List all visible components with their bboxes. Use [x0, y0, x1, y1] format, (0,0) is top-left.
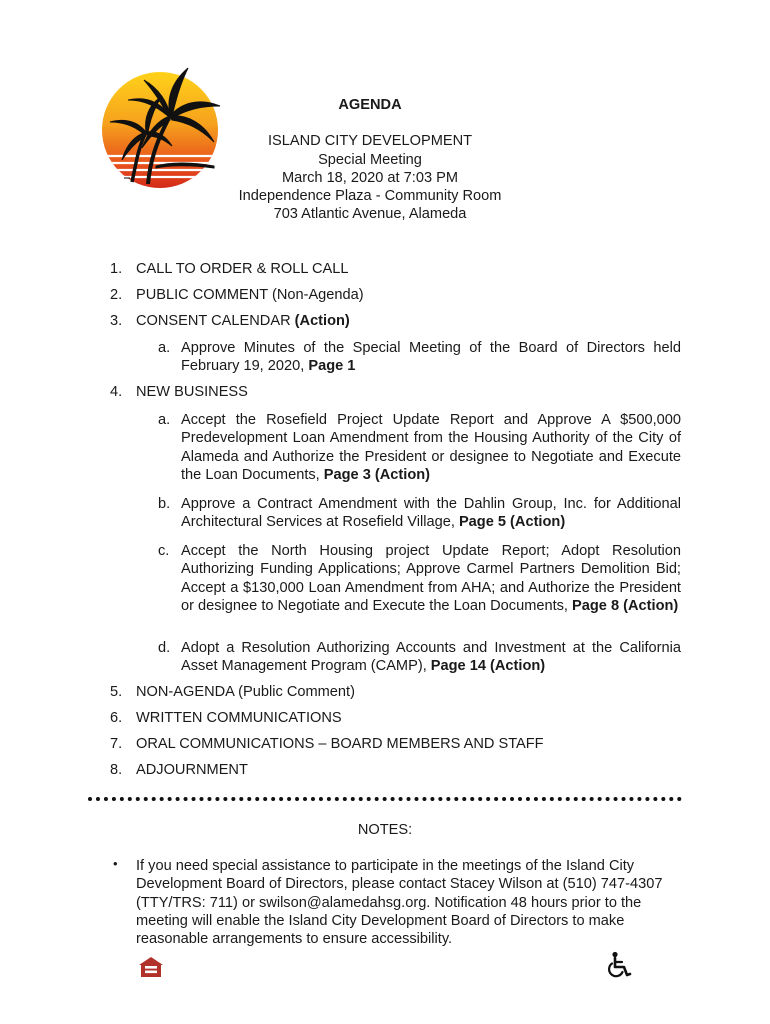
agenda-item: 4. NEW BUSINESS [110, 384, 248, 400]
notes-title: NOTES: [357, 822, 413, 838]
bullet: • [113, 856, 118, 871]
wheelchair-icon [606, 951, 634, 979]
agenda-subitem: a. Approve Minutes of the Special Meeting of the Board of Directors held February 19, 2020, Page 1 [158, 340, 681, 375]
meeting-type: Special Meeting [318, 151, 422, 168]
meeting-address: 703 Atlantic Avenue, Alameda [273, 206, 467, 223]
equal-housing-icon [138, 956, 164, 978]
agenda-item: 3. CONSENT CALENDAR (Action) [110, 313, 350, 329]
meeting-datetime: March 18, 2020 at 7:03 PM [281, 169, 459, 186]
agenda-subitem: b. Approve a Contract Amendment with the Dahlin Group, Inc. for Additional Architectural Services at Rosefield Village, Page 5 (Action) [158, 496, 681, 531]
agenda-header [190, 96, 550, 224]
agenda-item: 6. WRITTEN COMMUNICATIONS [110, 710, 342, 726]
agenda-subitem: d. Adopt a Resolution Authorizing Accounts and Investment at the California Asset Management Program (CAMP), Page 14 (Action) [158, 640, 681, 675]
agenda-item: 7. ORAL COMMUNICATIONS – BOARD MEMBERS AND STAFF [110, 736, 544, 752]
agenda-item: 5. NON-AGENDA (Public Comment) [110, 684, 355, 700]
agenda-subitem: a. Accept the Rosefield Project Update Report and Approve A $500,000 Predevelopment Loan Amendment from the Housing Authority of the City of Alameda and Authorize the President or designee to Negotiate and Execute the Loan Documents, Page 3 (Action) [158, 412, 681, 483]
agenda-title: AGENDA [338, 97, 402, 113]
organization-name: ISLAND CITY DEVELOPMENT [267, 133, 473, 150]
agenda-subitem: c. Accept the North Housing project Update Report; Adopt Resolution Authorizing Funding Applications; Approve Carmel Partners Demolition Bid; Accept a $130,000 Loan Amendment from AHA; and Authorize the President or designee to Negotiate and Execute the Loan Documents, Page 8 (Action) [158, 543, 681, 614]
agenda-item: 8. ADJOURNMENT [110, 762, 248, 778]
meeting-location: Independence Plaza - Community Room [238, 188, 502, 205]
agenda-item: 1. CALL TO ORDER & ROLL CALL [110, 261, 349, 277]
accessibility-notice: If you need special assistance to participate in the meetings of the Island City Development Board of Directors, please contact Stacey Wilson at (510) 747-4307 (TTY/TRS: 711) or swilson@alamedahsg.org. Notification 48 hours prior to the meeting will enable the Island City Development Board of Directors to make reasonable arrangements to ensure accessibility. [136, 858, 663, 948]
dotted-divider [88, 797, 682, 801]
agenda-item: 2. PUBLIC COMMENT (Non-Agenda) [110, 287, 364, 303]
